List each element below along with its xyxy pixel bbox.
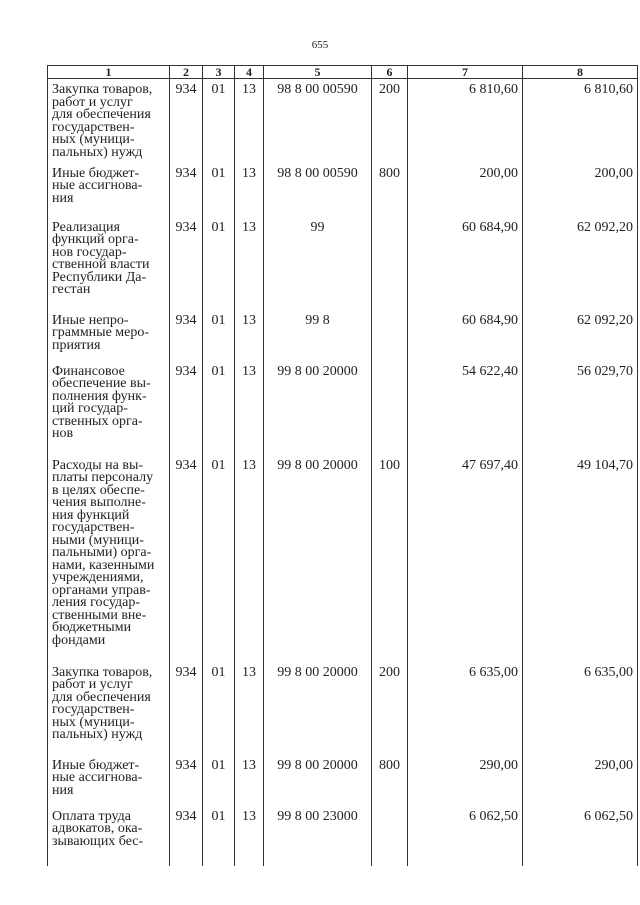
cell-amount-2: 290,00 [523, 755, 638, 806]
row-name-line: Закупка товаров, [52, 664, 153, 680]
row-name [48, 163, 170, 217]
row-name-line: ления государ- [52, 595, 141, 610]
row-name [48, 455, 170, 662]
row-name-line: нов государ- [52, 244, 127, 260]
cell-amount-2: 6 062,50 [523, 806, 638, 866]
col-header-5: 5 [264, 66, 372, 79]
cell-pr: 13 [235, 310, 264, 361]
cell-csr: 99 8 [264, 310, 372, 361]
table-row [48, 217, 638, 310]
row-name-line: работ и услуг [52, 94, 133, 110]
cell-amount-1: 54 622,40 [408, 361, 523, 455]
cell-amount-1: 200,00 [408, 163, 523, 217]
cell-vr [372, 806, 408, 866]
row-name-line: бюджетными [52, 620, 132, 635]
row-name-line: пальными) орга- [52, 545, 152, 560]
row-name-line: ния [52, 782, 74, 798]
cell-rz: 01 [203, 163, 235, 217]
row-name-line: работ и услуг [52, 677, 133, 692]
cell-pr: 13 [235, 163, 264, 217]
cell-ved: 934 [170, 662, 203, 755]
cell-amount-2: 49 104,70 [523, 455, 638, 662]
cell-amount-2: 6 810,60 [523, 79, 638, 163]
row-name-line: ственной власти [52, 257, 150, 272]
row-name-line: для обеспечения [52, 689, 151, 705]
cell-csr: 99 8 00 20000 [264, 662, 372, 755]
row-name-line: ными (муници- [52, 532, 144, 548]
row-name-line: граммные меро- [52, 325, 150, 340]
col-header-2: 2 [170, 66, 203, 79]
row-name-line: платы персоналу [52, 470, 154, 485]
row-name-line: учреждениями, [52, 570, 144, 585]
row-name-line: Реализация [52, 219, 120, 235]
cell-rz: 01 [203, 79, 235, 163]
col-header-6: 6 [372, 66, 408, 79]
cell-vr: 800 [372, 163, 408, 217]
cell-rz: 01 [203, 806, 235, 866]
cell-amount-2: 62 092,20 [523, 310, 638, 361]
cell-csr: 99 8 00 20000 [264, 361, 372, 455]
row-name-line: нами, казенными [52, 557, 155, 573]
row-name-line: чения выполне- [52, 495, 146, 510]
row-name-line: функций орга- [52, 232, 139, 247]
cell-vr: 200 [372, 662, 408, 755]
row-name [48, 361, 170, 455]
cell-amount-2: 200,00 [523, 163, 638, 217]
cell-ved: 934 [170, 310, 203, 361]
cell-amount-2: 6 635,00 [523, 662, 638, 755]
row-name-line: Закупка товаров, [52, 82, 153, 97]
row-name-line: Иные бюджет- [52, 165, 140, 181]
row-name-line: в целях обеспе- [52, 482, 145, 498]
budget-table [47, 65, 638, 866]
cell-pr: 13 [235, 361, 264, 455]
cell-rz: 01 [203, 361, 235, 455]
row-name-line: фондами [52, 632, 106, 648]
cell-csr: 99 8 00 20000 [264, 455, 372, 662]
cell-ved: 934 [170, 217, 203, 310]
cell-rz: 01 [203, 217, 235, 310]
cell-amount-1: 60 684,90 [408, 310, 523, 361]
table-row [48, 310, 638, 361]
row-name-line: ные ассигнова- [52, 770, 143, 785]
cell-pr: 13 [235, 79, 264, 163]
row-name-line: обеспечение вы- [52, 376, 151, 391]
header-row [48, 66, 638, 79]
cell-amount-1: 290,00 [408, 755, 523, 806]
row-name-line: пальных) нужд [52, 727, 143, 742]
cell-amount-1: 6 062,50 [408, 806, 523, 866]
cell-ved: 934 [170, 79, 203, 163]
row-name-line: полнения функ- [52, 388, 147, 404]
cell-ved: 934 [170, 806, 203, 866]
cell-amount-2: 56 029,70 [523, 361, 638, 455]
row-name-line: государствен- [52, 702, 135, 717]
cell-rz: 01 [203, 455, 235, 662]
row-name-line: Оплата труда [52, 808, 132, 824]
cell-pr: 13 [235, 806, 264, 866]
row-name-line: зывающих бес- [52, 833, 144, 849]
cell-pr: 13 [235, 217, 264, 310]
row-name [48, 79, 170, 163]
row-name-line: ственными вне- [52, 607, 147, 623]
cell-csr: 99 [264, 217, 372, 310]
row-name-line: нов [52, 426, 74, 441]
cell-vr: 800 [372, 755, 408, 806]
table-row [48, 806, 638, 866]
cell-amount-2: 62 092,20 [523, 217, 638, 310]
table-body [48, 79, 638, 866]
row-name-line: ных (муници- [52, 714, 135, 730]
row-name-line: гестан [52, 282, 91, 297]
row-name [48, 662, 170, 755]
cell-ved: 934 [170, 755, 203, 806]
row-name [48, 755, 170, 806]
cell-csr: 99 8 00 20000 [264, 755, 372, 806]
row-name-line: пальных) нужд [52, 144, 143, 160]
row-name-line: Иные бюджет- [52, 757, 140, 773]
row-name [48, 310, 170, 361]
col-header-3: 3 [203, 66, 235, 79]
cell-pr: 13 [235, 662, 264, 755]
table-row [48, 163, 638, 217]
row-name-line: для обеспечения [52, 107, 151, 122]
cell-rz: 01 [203, 310, 235, 361]
cell-rz: 01 [203, 755, 235, 806]
row-name-line: Республики Да- [52, 269, 147, 285]
row-name [48, 217, 170, 310]
cell-amount-1: 47 697,40 [408, 455, 523, 662]
cell-amount-1: 6 635,00 [408, 662, 523, 755]
col-header-7: 7 [408, 66, 523, 79]
row-name-line: органами управ- [52, 582, 151, 598]
row-name-line: ния функций [52, 507, 130, 523]
row-name-line: ций государ- [52, 401, 128, 416]
cell-pr: 13 [235, 455, 264, 662]
row-name-line: государствен- [52, 520, 135, 535]
cell-vr: 200 [372, 79, 408, 163]
table-row [48, 79, 638, 163]
row-name [48, 806, 170, 866]
row-name-line: Иные непро- [52, 312, 129, 328]
cell-amount-1: 60 684,90 [408, 217, 523, 310]
page-number: 655 [311, 39, 329, 51]
row-name-line: адвокатов, ока- [52, 821, 143, 836]
table-row [48, 361, 638, 455]
table-row [48, 662, 638, 755]
col-header-1: 1 [48, 66, 170, 79]
cell-vr [372, 217, 408, 310]
row-name-line: ственных орга- [52, 413, 143, 429]
cell-vr: 100 [372, 455, 408, 662]
row-name-line: Расходы на вы- [52, 457, 144, 473]
col-header-4: 4 [235, 66, 264, 79]
row-name-line: ных (муници- [52, 132, 135, 147]
cell-rz: 01 [203, 662, 235, 755]
cell-ved: 934 [170, 361, 203, 455]
cell-ved: 934 [170, 455, 203, 662]
row-name-line: приятия [52, 337, 101, 353]
cell-vr [372, 361, 408, 455]
cell-amount-1: 6 810,60 [408, 79, 523, 163]
row-name-line: Финансовое [52, 363, 125, 379]
row-name-line: государствен- [52, 119, 135, 135]
cell-csr: 98 8 00 00590 [264, 79, 372, 163]
cell-ved: 934 [170, 163, 203, 217]
col-header-8: 8 [523, 66, 638, 79]
row-name-line: ные ассигнова- [52, 178, 143, 193]
cell-pr: 13 [235, 755, 264, 806]
table-row [48, 755, 638, 806]
cell-csr: 98 8 00 00590 [264, 163, 372, 217]
row-name-line: ния [52, 190, 74, 206]
table-row [48, 455, 638, 662]
cell-vr [372, 310, 408, 361]
cell-csr: 99 8 00 23000 [264, 806, 372, 866]
